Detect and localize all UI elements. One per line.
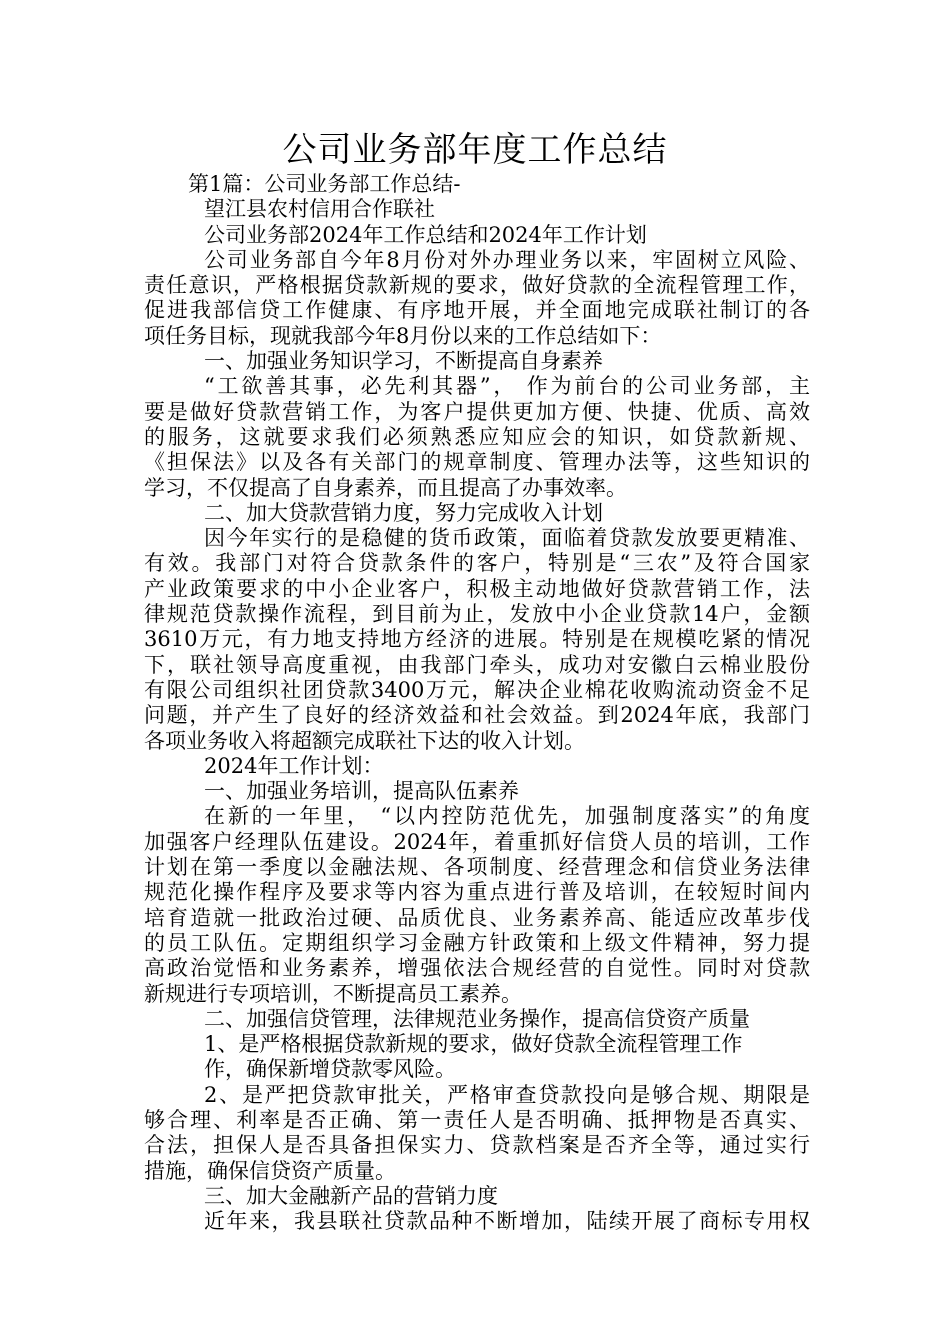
heading-line: 二、加大贷款营销力度，努力完成收入计划 — [204, 500, 603, 525]
paragraph-line: 责任意识，严格根据贷款新规的要求，做好贷款的全流程管理工作， — [144, 273, 810, 298]
paragraph-line: 问题，并产生了良好的经济效益和社会效益。到2024年底，我部门 — [144, 703, 810, 728]
paragraph-line: 计划在第一季度以金融法规、各项制度、经营理念和信贷业务法律 — [144, 855, 810, 880]
paragraph-line: 培育造就一批政治过硬、品质优良、业务素养高、能适应改革步伐 — [144, 905, 810, 930]
paragraph-line: 公司业务部自今年8月份对外办理业务以来，牢固树立风险、 — [204, 247, 810, 272]
paragraph-line: 近年来，我县联社贷款品种不断增加，陆续开展了商标专用权 — [204, 1209, 810, 1234]
paragraph-line: 加强客户经理队伍建设。2024年，着重抓好信贷人员的培训，工作 — [144, 829, 810, 854]
paragraph-line: 的员工队伍。定期组织学习金融方针政策和上级文件精神，努力提 — [144, 930, 810, 955]
paragraph-line: 1、是严格根据贷款新规的要求，做好贷款全流程管理工作 — [204, 1032, 743, 1057]
document-title: 公司业务部年度工作总结 — [282, 130, 668, 170]
paragraph-line: 作，确保新增贷款零风险。 — [204, 1057, 456, 1082]
paragraph-line: 在新的一年里， “以内控防范优先，加强制度落实”的角度 — [204, 804, 810, 829]
paragraph-line: 新规进行专项培训，不断提高员工素养。 — [144, 981, 522, 1006]
paragraph-line: 要是做好贷款营销工作，为客户提供更加方便、快捷、优质、高效 — [144, 399, 810, 424]
paragraph-line: 2、是严把贷款审批关，严格审查贷款投向是够合规、期限是 — [204, 1082, 810, 1107]
paragraph-line: 够合理、利率是否正确、第一责任人是否明确、抵押物是否真实、 — [144, 1107, 810, 1132]
paragraph-line: 学习，不仅提高了自身素养，而且提高了办事效率。 — [144, 475, 627, 500]
paragraph-line: 有效。我部门对符合贷款条件的客户，特别是“三农”及符合国家 — [144, 551, 810, 576]
paragraph-line: 因今年实行的是稳健的货币政策，面临着贷款发放要更精准、 — [204, 526, 810, 551]
paragraph-line: 项任务目标，现就我部今年8月份以来的工作总结如下： — [144, 323, 662, 348]
paragraph-line: 下，联社领导高度重视，由我部门牵头，成功对安徽白云棉业股份 — [144, 652, 810, 677]
paragraph-line: 3610万元，有力地支持地方经济的进展。特别是在规模吃紧的情况 — [144, 627, 810, 652]
paragraph-line: 的服务，这就要求我们必须熟悉应知应会的知识，如贷款新规、 — [144, 424, 810, 449]
heading-line: 三、加大金融新产品的营销力度 — [204, 1183, 498, 1208]
paragraph-line: 促进我部信贷工作健康、有序地开展，并全面地完成联社制订的各 — [144, 298, 810, 323]
paragraph-line: 合法，担保人是否具备担保实力、贷款档案是否齐全等，通过实行 — [144, 1133, 810, 1158]
paragraph-line: 《担保法》以及各有关部门的规章制度、管理办法等，这些知识的 — [144, 450, 810, 475]
paragraph-line: 措施，确保信贷资产质量。 — [144, 1158, 396, 1183]
paragraph-line: 有限公司组织社团贷款3400万元，解决企业棉花收购流动资金不足 — [144, 677, 810, 702]
paragraph-line: 高政治觉悟和业务素养，增强依法合规经营的自觉性。同时对贷款 — [144, 956, 810, 981]
paragraph-line: “工欲善其事，必先利其器”， 作为前台的公司业务部，主 — [204, 374, 810, 399]
heading-line: 2024年工作计划： — [204, 753, 384, 778]
document-body — [144, 172, 810, 1234]
org-name: 望江县农村信用合作联社 — [204, 197, 435, 222]
heading-line: 一、加强业务知识学习，不断提高自身素养 — [204, 349, 603, 374]
paragraph-line: 产业政策要求的中小企业客户，积极主动地做好贷款营销工作，法 — [144, 576, 810, 601]
paragraph-line: 律规范贷款操作流程，到目前为止，发放中小企业贷款14户，金额 — [144, 602, 810, 627]
subtitle: 公司业务部2024年工作总结和2024年工作计划 — [204, 222, 647, 247]
paragraph-line: 各项业务收入将超额完成联社下达的收入计划。 — [144, 728, 585, 753]
section-heading: 第1篇：公司业务部工作总结- — [188, 172, 461, 196]
heading-line: 一、加强业务培训，提高队伍素养 — [204, 779, 519, 804]
heading-line: 二、加强信贷管理，法律规范业务操作，提高信贷资产质量 — [204, 1006, 750, 1031]
paragraph-line: 规范化操作程序及要求等内容为重点进行普及培训，在较短时间内 — [144, 880, 810, 905]
